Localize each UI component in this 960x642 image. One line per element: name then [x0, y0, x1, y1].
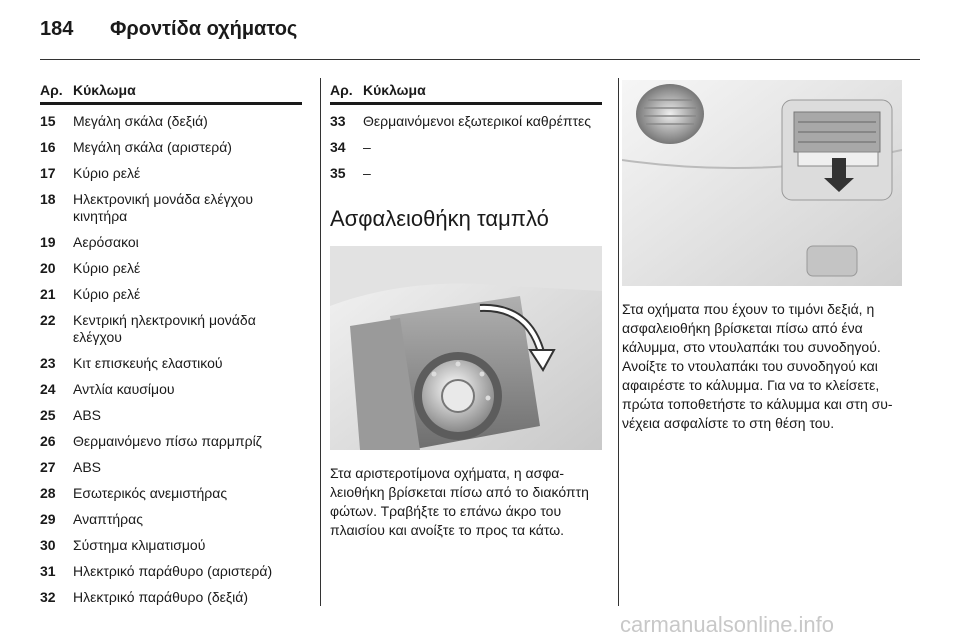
circuit-name: Ηλεκτρικό παράθυρο (αριστερά): [73, 563, 273, 579]
circuit-name: Μεγάλη σκάλα (δεξιά): [73, 113, 208, 129]
table-row: [40, 165, 302, 182]
fuse-table-right: [330, 82, 602, 540]
header-rule: [40, 59, 920, 60]
col-circuit-header: Κύκλωμα: [73, 82, 136, 98]
circuit-name: ABS: [73, 459, 102, 475]
table-row: [40, 312, 302, 346]
circuit-name: Ηλεκτρονική μονάδα ελέγχου κινητήρα: [73, 191, 254, 224]
table-row: [40, 381, 302, 398]
page-title: Φροντίδα οχήματος: [110, 18, 298, 40]
circuit-name: Κύριο ρελέ: [73, 286, 141, 302]
fuse-number: 35: [330, 165, 346, 181]
col-no-header: Αρ.: [40, 82, 63, 98]
glovebox-fusebox-illustration: [622, 80, 902, 286]
table-row: [330, 113, 602, 130]
circuit-name: Θερμαινόμενο πίσω παρμπρίζ: [73, 433, 262, 449]
fuse-number: 20: [40, 260, 56, 276]
circuit-name: Κύριο ρελέ: [73, 260, 141, 276]
fuse-number: 28: [40, 485, 56, 501]
right-hand-drive-instructions: Στα οχήματα που έχουν το τιμόνι δεξιά, η ασφαλειοθήκη βρίσκεται πίσω από ένα κάλυμμα, στο ντουλαπάκι του συνοδηγού. Ανοίξτε το ντουλαπάκι του συνοδηγού και αφαιρέστε το κάλυμμα. Για να το κλείσετε, πρώτα τοποθετήστε το κάλυμμα και στη συνέχεια ασφαλίστε το στη θέση του.: [622, 301, 893, 431]
table-row: [40, 537, 302, 554]
left-hand-drive-instructions: Στα αριστεροτίμονα οχήματα, η ασφαλειοθήκη βρίσκεται πίσω από το διακόπτη φώτων. Τραβήξτε το επάνω άκρο του πλαισίου και ανοίξτε το προς τα κάτω.: [330, 465, 589, 538]
fuse-number: 31: [40, 563, 56, 579]
table-row: [40, 485, 302, 502]
circuit-name: Μεγάλη σκάλα (αριστερά): [73, 139, 232, 155]
fuse-number: 27: [40, 459, 56, 475]
circuit-name: Ηλεκτρικό παράθυρο (δεξιά): [73, 589, 248, 605]
circuit-name: Σύστημα κλιματισμού: [73, 537, 206, 553]
table-row: [40, 139, 302, 156]
circuit-name: Αερόσακοι: [73, 234, 139, 250]
table-row: [40, 191, 302, 225]
circuit-name: –: [363, 165, 371, 181]
table-row: [40, 286, 302, 303]
table-header: [40, 82, 302, 105]
fuse-number: 21: [40, 286, 56, 302]
fuse-number: 18: [40, 191, 56, 207]
table-row: [40, 459, 302, 476]
fuse-table-left: [40, 82, 302, 615]
circuit-name: –: [363, 139, 371, 155]
circuit-name: ABS: [73, 407, 102, 423]
fuse-number: 34: [330, 139, 346, 155]
fuse-number: 23: [40, 355, 56, 371]
table-row: [40, 234, 302, 251]
light-switch-illustration: [330, 246, 602, 450]
table-row: [40, 355, 302, 372]
watermark: carmanualsonline.info: [620, 612, 835, 637]
table-row: [40, 433, 302, 450]
table-row: [40, 407, 302, 424]
circuit-name: Αντλία καυσίμου: [73, 381, 175, 397]
fuse-number: 33: [330, 113, 346, 129]
fuse-number: 17: [40, 165, 56, 181]
circuit-name: Αναπτήρας: [73, 511, 143, 527]
column-divider-2: [618, 78, 619, 606]
table-row: [40, 511, 302, 528]
fuse-number: 22: [40, 312, 56, 328]
col-circuit-header-2: Κύκλωμα: [363, 82, 426, 98]
fuse-number: 30: [40, 537, 56, 553]
fuse-number: 16: [40, 139, 56, 155]
table-row: [330, 139, 602, 156]
table-row: [40, 589, 302, 606]
fusebox-dashboard-illustration: [330, 246, 602, 450]
table-row: [40, 113, 302, 130]
fuse-number: 25: [40, 407, 56, 423]
col-no-header-2: Αρ.: [330, 82, 353, 98]
page-header: [40, 18, 297, 41]
right-column: [622, 80, 902, 433]
fuse-number: 19: [40, 234, 56, 250]
fuse-number: 32: [40, 589, 56, 605]
fuse-number: 26: [40, 433, 56, 449]
circuit-name: Θερμαινόμενοι εξωτερικοί καθρέπτες: [363, 113, 592, 129]
section-title: Ασφαλειοθήκη ταμπλό: [330, 206, 549, 231]
page-number: 184: [40, 18, 74, 40]
fuse-number: 15: [40, 113, 56, 129]
fuse-number: 24: [40, 381, 56, 397]
column-divider-1: [320, 78, 321, 606]
circuit-name: Κεντρική ηλεκτρονική μονάδα ελέγχου: [73, 312, 256, 345]
circuit-name: Κύριο ρελέ: [73, 165, 141, 181]
fuse-number: 29: [40, 511, 56, 527]
circuit-name: Εσωτερικός ανεμιστήρας: [73, 485, 228, 501]
table-header-2: [330, 82, 602, 105]
table-row: [330, 165, 602, 182]
glovebox-cover-illustration: [622, 80, 902, 286]
table-row: [40, 563, 302, 580]
circuit-name: Κιτ επισκευής ελαστικού: [73, 355, 223, 371]
table-row: [40, 260, 302, 277]
